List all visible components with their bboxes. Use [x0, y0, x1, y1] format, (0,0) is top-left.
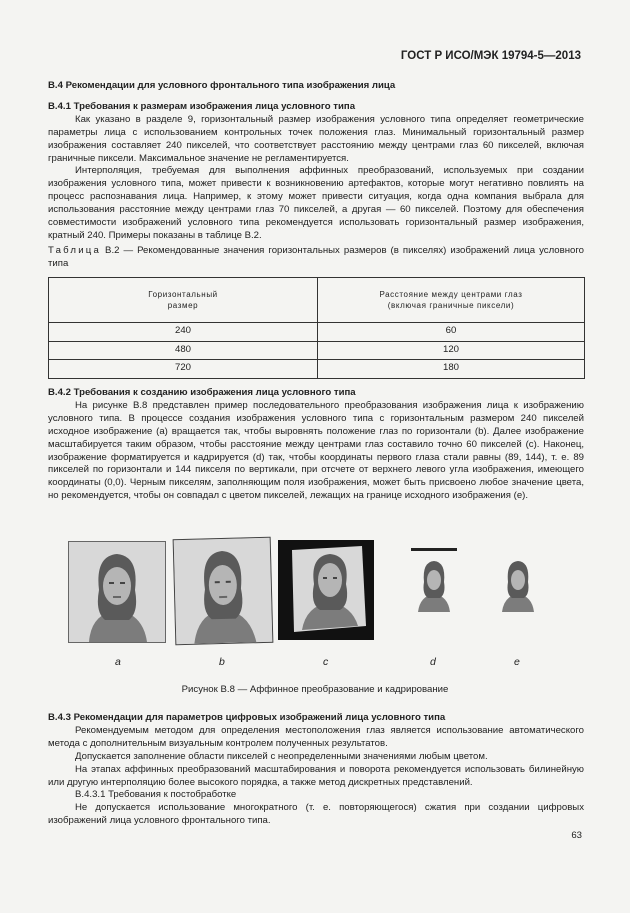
table-caption [48, 245, 584, 271]
table-b2 [48, 277, 585, 379]
table-cell: 180 [318, 360, 585, 379]
portrait-icon [278, 540, 374, 640]
table-row [49, 323, 585, 342]
section-b42 [48, 387, 584, 503]
standard-header: ГОСТ Р ИСО/МЭК 19794-5—2013 [400, 50, 581, 62]
table-header-eye-distance: Расстояние между центрами глаз (включая граничные пиксели) [318, 278, 585, 323]
table-cell: 720 [49, 360, 318, 379]
section-b43-paragraph-1: Рекомендуемым методом для определения местоположения глаз является использование автоматического метода с дополнительным визуальным контролем полученных результатов. [48, 724, 584, 749]
figure-label-e: e [514, 656, 520, 668]
figure-photo-e [498, 556, 538, 612]
table-header-horizontal-size: Горизонтальный размер [49, 278, 318, 323]
portrait-icon [69, 542, 165, 642]
section-b42-title: В.4.2 Требования к созданию изображения лица условного типа [48, 387, 356, 398]
figure-label-d: d [430, 656, 436, 668]
section-b41-paragraph-1: Как указано в разделе 9, горизонтальный размер изображения условного типа определяет геометрические параметры лица с использованием контрольных точек положения глаз. Минимальный горизонтальный размер изображения составляет 240 пикселей, что соответствует расстоянию между центрами глаз 60 пикселей, включая граничные пиксели. Максимальное значение не регламентируется. [48, 113, 584, 164]
portrait-icon [174, 538, 273, 644]
figure-photo-d [414, 556, 454, 612]
section-b43-title: В.4.3 Рекомендации для параметров цифровых изображений лица условного типа [48, 712, 446, 723]
table-label: Таблица [48, 245, 102, 256]
table-cell: 480 [49, 341, 318, 360]
portrait-icon [414, 556, 454, 612]
section-b43-paragraph-3: На этапах аффинных преобразований масштабирования и поворота рекомендуется использовать билинейную или другую интерполяцию более высокого порядка, а также метод дискретных представлений. [48, 763, 584, 788]
page-number: 63 [571, 830, 582, 841]
section-b42-paragraph-1: На рисунке В.8 представлен пример последовательного преобразования изображения лица к изображению условного типа. В процессе создания изображения условного типа с горизонтальным размером 240 пикселей исходное изображение (а) вращается так, чтобы выровнять положение глаз по горизонтали (b). Далее изображение масштабируется таким образом, чтобы расстояние между центрами глаз составило точно 60 пикселей (с). Наконец, изображение форматируется и кадрируется (d) так, чтобы координаты первого глаза стали равны (89, 144), т. е. 89 пикселей по горизонтали и 144 пикселя по вертикали, при отсчете от верхнего левого угла изображения, имеющего координаты (0,0). Черным пикселям, заполняющим поля изображения, может быть присвоено любое значение цвета, но рекомендуется, чтобы он совпадал с цветом пикселей, лежащих на границе исходного изображения (е). [48, 399, 584, 502]
figure-photo-b [173, 537, 274, 646]
section-b431-title: В.4.3.1 Требования к постобработке [75, 789, 237, 801]
section-b43 [48, 712, 584, 828]
table-caption-text: В.2 — Рекомендованные значения горизонтальных размеров (в пикселях) изображений лица условного типа [48, 245, 584, 269]
figure-label-b: b [219, 656, 225, 668]
table-b2-container [48, 277, 584, 379]
figure-label-c: c [323, 656, 329, 668]
figure-photo-c [278, 540, 374, 640]
figure-caption: Рисунок В.8 — Аффинное преобразование и кадрирование [181, 684, 449, 695]
section-b41-title: В.4.1 Требования к размерам изображения лица условного типа [48, 100, 356, 112]
section-b4-title: В.4 Рекомендации для условного фронтального типа изображения лица [48, 80, 396, 91]
table-cell: 240 [49, 323, 318, 342]
section-b43-paragraph-4: Не допускается использование многократного (т. е. повторяющегося) сжатия при создании цифровых изображений лица условного фронтального типа. [48, 802, 584, 827]
figure-photo-a [68, 541, 166, 643]
section-b43-paragraph-2: Допускается заполнение области пикселей с неопределенными значениями любым цветом. [75, 750, 488, 762]
figure-label-a: a [115, 656, 121, 668]
table-row [49, 341, 585, 360]
section-b41-paragraph-2: Интерполяция, требуемая для выполнения аффинных преобразований, используемых при создании изображения условного типа, может привести к возникновению артефактов, которые могут негативно повлиять на процесс распознавания лица. Например, к этому может привести ситуация, когда одна компания выбрала для использования расстояние между центрами глаз 70 пикселей, а другая — 60 пикселей. Поэтому для обеспечения совместимости изображений условного типа рекомендуется использовать горизонтальный размер изображения, кратный 240. Примеры показаны в таблице В.2. [48, 165, 584, 241]
figure-b8 [66, 536, 566, 646]
table-cell: 120 [318, 341, 585, 360]
table-row [49, 360, 585, 379]
table-header-row [49, 278, 585, 323]
section-b4-b41 [48, 80, 584, 243]
table-cell: 60 [318, 323, 585, 342]
figure-photo-d-bar [411, 548, 457, 551]
portrait-icon [498, 556, 538, 612]
